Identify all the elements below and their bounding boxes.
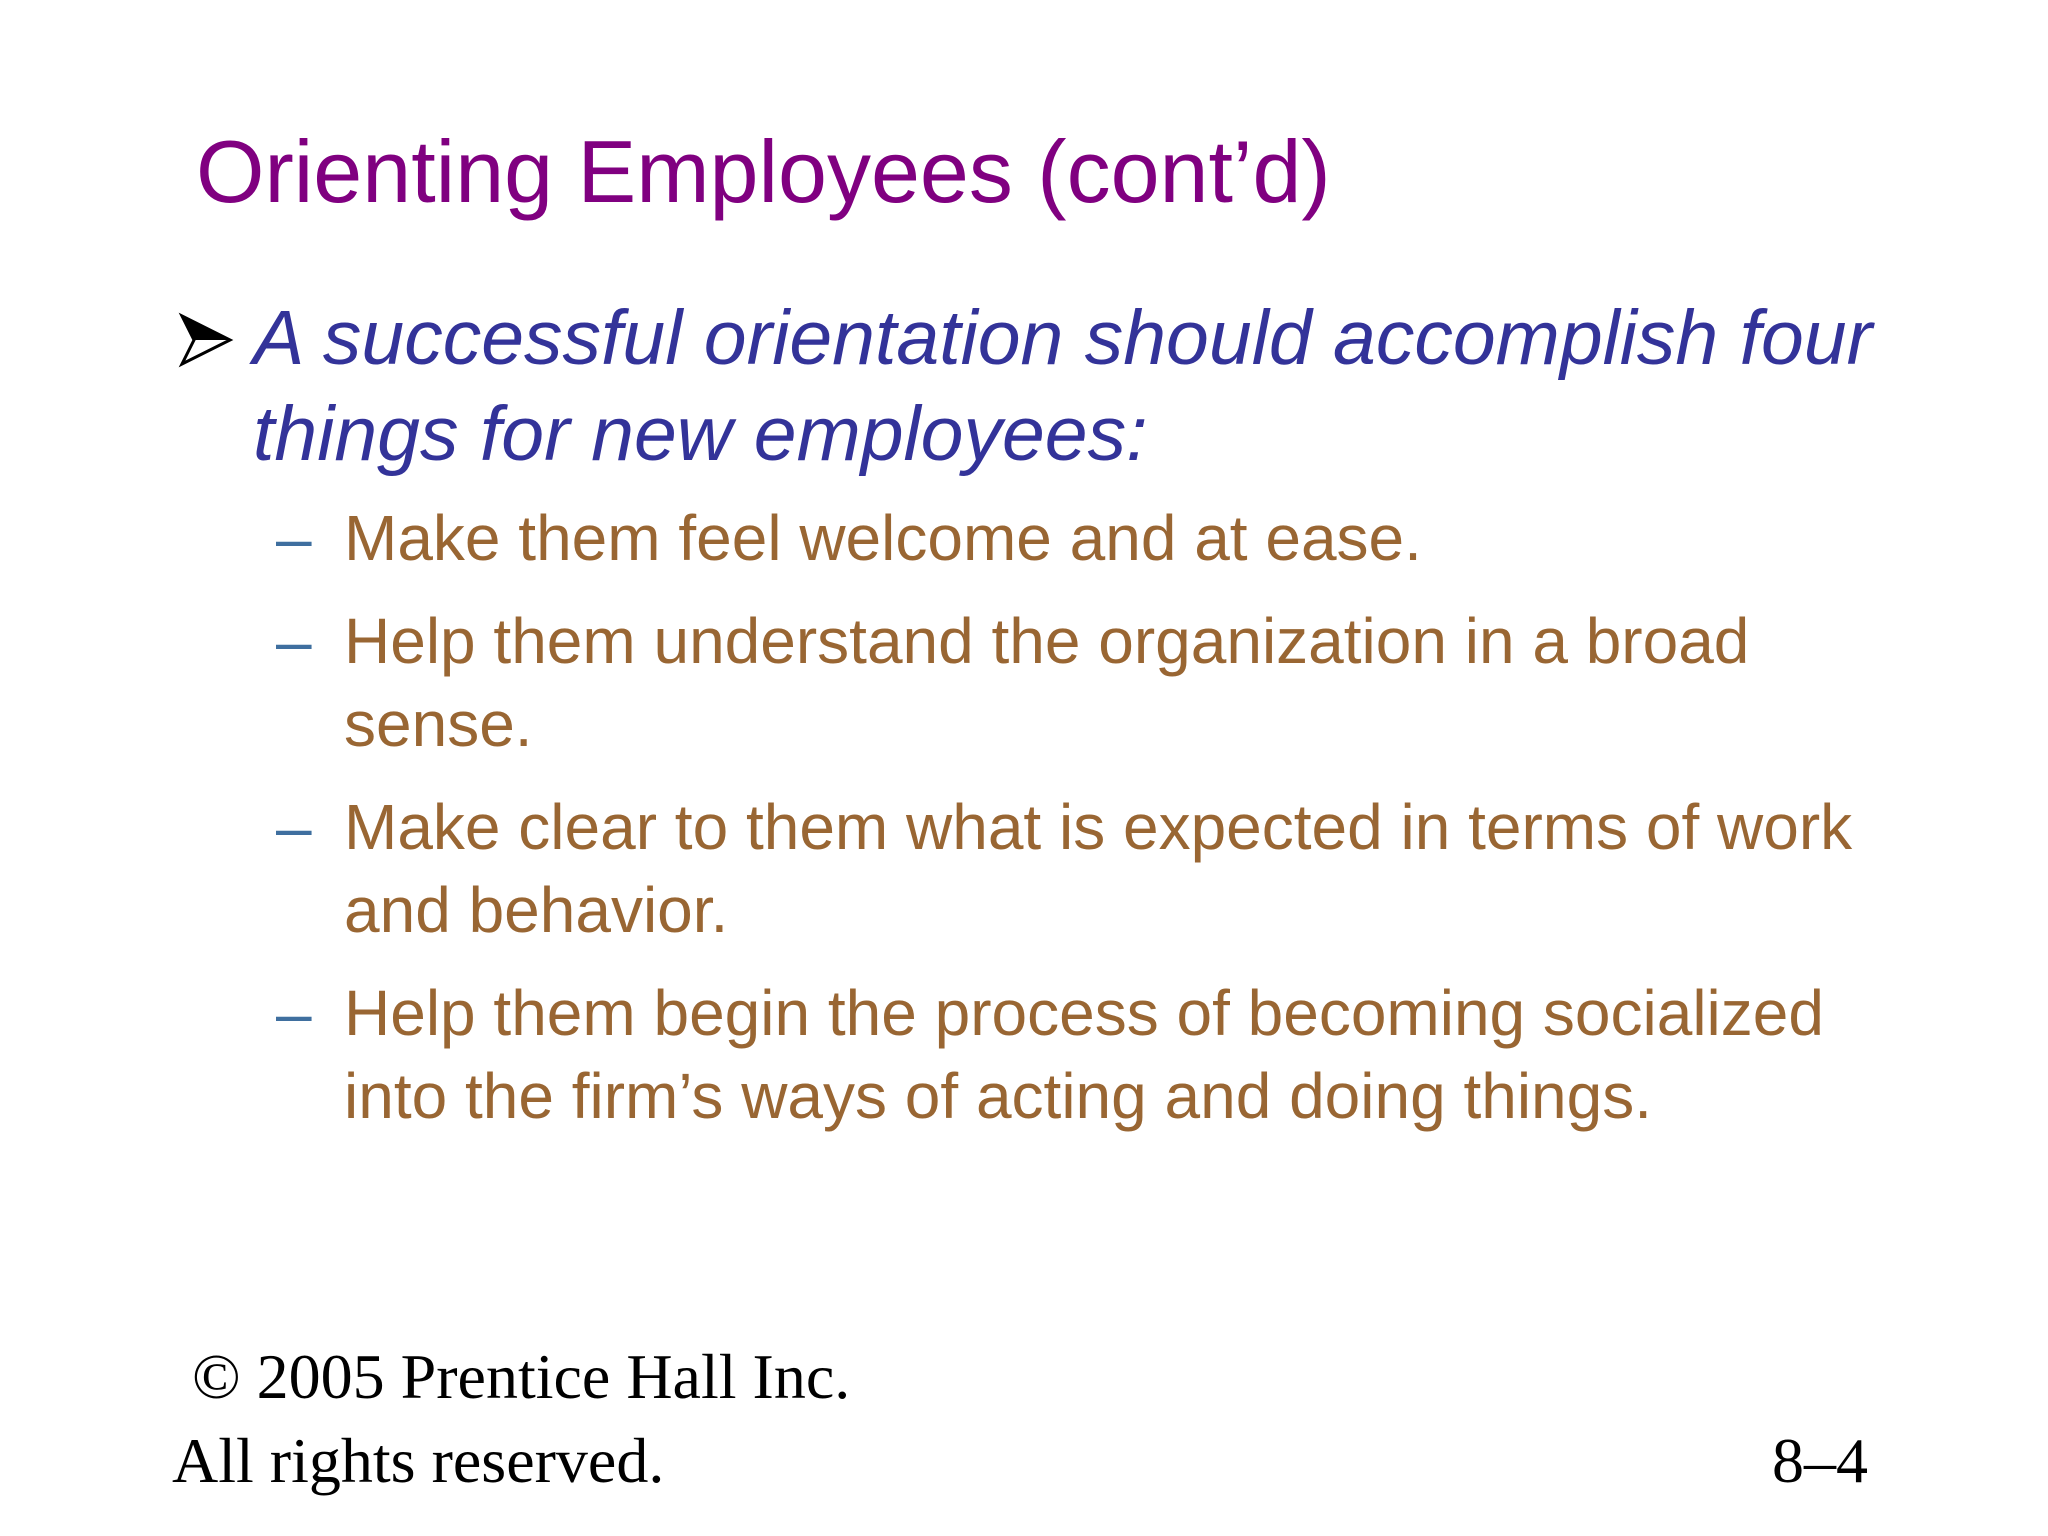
slide-title: Orienting Employees (cont’d)	[196, 122, 1331, 221]
sub-bullet-item	[276, 786, 1916, 952]
arrow-bullet-icon	[178, 312, 234, 368]
copyright-line: © 2005 Prentice Hall Inc.	[192, 1341, 851, 1412]
main-bullet-text: A successful orientation should accomplish four things for new employees:	[253, 295, 1873, 477]
slide-number: 8–4	[1772, 1425, 1868, 1496]
dash-marker: –	[276, 791, 312, 863]
sub-bullet-list	[276, 497, 1916, 1158]
sub-bullet-text: Make them feel welcome and at ease.	[344, 502, 1422, 574]
rights-line: All rights reserved.	[172, 1425, 665, 1496]
sub-bullet-item	[276, 600, 1916, 766]
sub-bullet-text: Make clear to them what is expected in terms of work and behavior.	[344, 791, 1853, 946]
sub-bullet-item	[276, 972, 1916, 1138]
copyright-notice	[172, 1335, 850, 1503]
dash-marker: –	[276, 977, 312, 1049]
dash-marker: –	[276, 605, 312, 677]
dash-marker: –	[276, 502, 312, 574]
sub-bullet-text: Help them begin the process of becoming socialized into the firm’s ways of acting and doing things.	[344, 977, 1824, 1132]
sub-bullet-text: Help them understand the organization in a broad sense.	[344, 605, 1750, 760]
sub-bullet-item	[276, 497, 1916, 580]
